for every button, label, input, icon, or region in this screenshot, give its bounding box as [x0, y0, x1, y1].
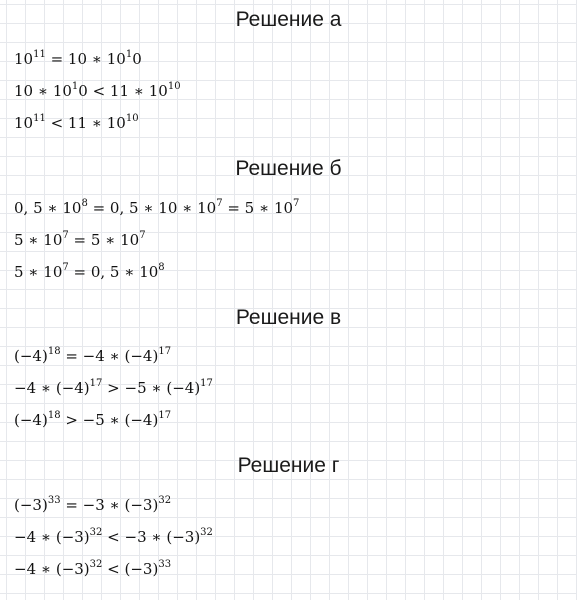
math-exponent: 32 [200, 527, 213, 538]
math-text: (−3) [14, 496, 48, 514]
math-exponent: 18 [47, 410, 61, 421]
math-exponent: 8 [158, 262, 165, 273]
equation-line [14, 559, 171, 579]
math-text: = 10 ∗ 10 [45, 50, 126, 68]
math-exponent: 7 [293, 198, 300, 209]
math-text: 0 [132, 50, 142, 68]
math-exponent: 17 [158, 346, 172, 357]
math-text: = 0, 5 ∗ 10 ∗ 10 [87, 199, 217, 217]
math-exponent: 32 [89, 559, 103, 570]
equation-line [14, 81, 181, 101]
math-text: 5 ∗ 10 [14, 263, 63, 281]
math-exponent: 17 [89, 378, 103, 389]
math-text: 10 [14, 114, 34, 132]
math-text: < 11 ∗ 10 [45, 114, 126, 132]
math-text: 10 [14, 50, 34, 68]
math-text: = −3 ∗ (−3) [60, 496, 159, 514]
math-text: (−4) [14, 347, 48, 365]
math-text: = 5 ∗ 10 [222, 199, 294, 217]
math-exponent: 17 [200, 378, 213, 389]
section-heading: Решение в [235, 306, 342, 329]
math-exponent: 7 [139, 230, 146, 241]
equation-line [14, 262, 165, 282]
math-exponent: 1 [71, 81, 79, 92]
section-heading: Решение б [235, 157, 342, 180]
equation-line [14, 378, 213, 398]
math-exponent: 10 [125, 113, 139, 124]
math-text: −4 ∗ (−3) [14, 528, 90, 546]
math-exponent: 7 [216, 198, 223, 209]
math-exponent: 7 [62, 230, 69, 241]
math-exponent: 11 [33, 49, 46, 60]
math-text: > −5 ∗ (−4) [60, 411, 159, 429]
math-exponent: 7 [62, 262, 69, 273]
equation-line [14, 113, 139, 133]
math-exponent: 8 [81, 198, 88, 209]
math-text: < −3 ∗ (−3) [102, 528, 201, 546]
equation-line [14, 230, 146, 250]
section-heading: Решение а [235, 8, 342, 31]
math-text: (−4) [14, 411, 48, 429]
math-text: 0 < 11 ∗ 10 [78, 82, 168, 100]
math-text: 0, 5 ∗ 10 [14, 199, 82, 217]
section-heading: Решение г [237, 454, 340, 477]
math-text: > −5 ∗ (−4) [102, 379, 201, 397]
math-exponent: 33 [158, 559, 172, 570]
math-text: −4 ∗ (−3) [14, 560, 90, 578]
equation-line [14, 49, 142, 69]
math-text: 5 ∗ 10 [14, 231, 63, 249]
equation-line [14, 495, 171, 515]
math-text: = 0, 5 ∗ 10 [68, 263, 159, 281]
math-exponent: 1 [125, 49, 133, 60]
math-text: = −4 ∗ (−4) [60, 347, 159, 365]
equation-line [14, 410, 171, 430]
math-exponent: 32 [158, 495, 172, 506]
math-exponent: 17 [158, 410, 172, 421]
math-text: 10 ∗ 10 [14, 82, 72, 100]
equation-line [14, 527, 213, 547]
math-text: = 5 ∗ 10 [68, 231, 140, 249]
math-exponent: 11 [33, 113, 46, 124]
math-exponent: 32 [89, 527, 103, 538]
math-exponent: 10 [167, 81, 181, 92]
math-text: < (−3) [102, 560, 159, 578]
math-exponent: 18 [47, 346, 61, 357]
math-text: −4 ∗ (−4) [14, 379, 90, 397]
equation-line [14, 346, 171, 366]
equation-line [14, 198, 299, 218]
math-exponent: 33 [47, 495, 61, 506]
